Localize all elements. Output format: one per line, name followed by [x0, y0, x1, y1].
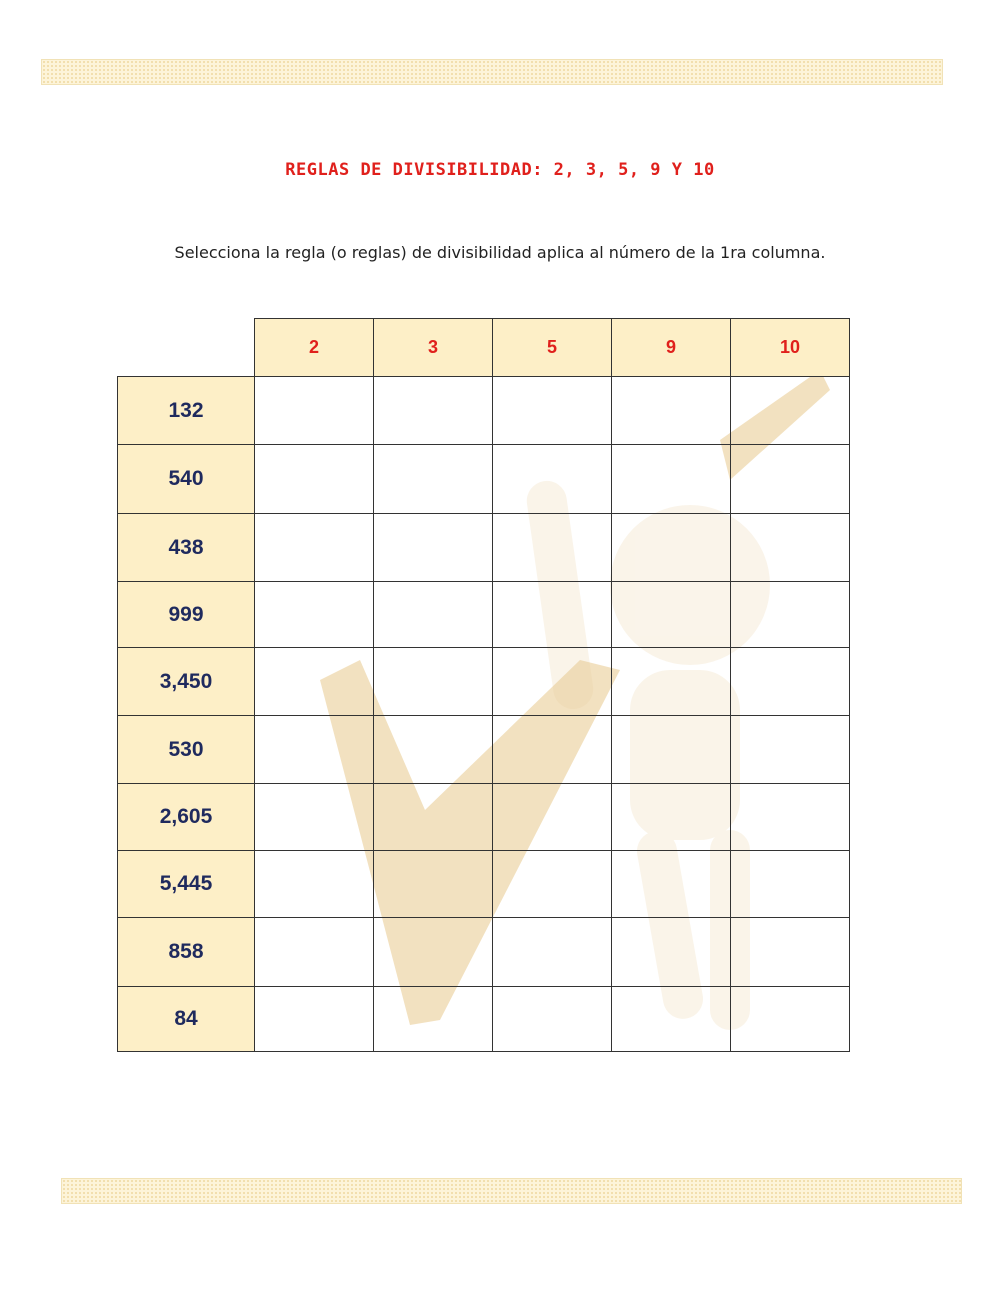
answer-cell[interactable] — [254, 850, 374, 918]
answer-cell[interactable] — [611, 850, 731, 918]
row-number-label: 540 — [117, 444, 255, 514]
answer-cell[interactable] — [730, 581, 850, 648]
row-number-label: 3,450 — [117, 647, 255, 716]
answer-cell[interactable] — [611, 376, 731, 445]
row-number-label: 5,445 — [117, 850, 255, 918]
answer-cell[interactable] — [492, 986, 612, 1052]
answer-cell[interactable] — [611, 444, 731, 514]
answer-cell[interactable] — [730, 783, 850, 851]
answer-cell[interactable] — [254, 715, 374, 784]
row-number-label: 999 — [117, 581, 255, 648]
answer-cell[interactable] — [611, 986, 731, 1052]
answer-cell[interactable] — [492, 513, 612, 582]
row-number-label: 132 — [117, 376, 255, 445]
answer-cell[interactable] — [730, 917, 850, 987]
answer-cell[interactable] — [373, 715, 493, 784]
answer-cell[interactable] — [254, 647, 374, 716]
answer-cell[interactable] — [373, 444, 493, 514]
answer-cell[interactable] — [373, 917, 493, 987]
answer-cell[interactable] — [730, 715, 850, 784]
divisibility-table — [117, 318, 850, 1051]
row-number-label: 530 — [117, 715, 255, 784]
answer-cell[interactable] — [730, 376, 850, 445]
answer-cell[interactable] — [254, 513, 374, 582]
answer-cell[interactable] — [730, 444, 850, 514]
decorative-bottom-band — [61, 1178, 962, 1204]
answer-cell[interactable] — [492, 376, 612, 445]
answer-cell[interactable] — [492, 783, 612, 851]
column-header: 3 — [373, 318, 493, 377]
answer-cell[interactable] — [373, 850, 493, 918]
answer-cell[interactable] — [611, 783, 731, 851]
answer-cell[interactable] — [730, 513, 850, 582]
answer-cell[interactable] — [492, 917, 612, 987]
answer-cell[interactable] — [254, 581, 374, 648]
answer-cell[interactable] — [611, 647, 731, 716]
answer-cell[interactable] — [730, 647, 850, 716]
answer-cell[interactable] — [611, 513, 731, 582]
answer-cell[interactable] — [373, 581, 493, 648]
decorative-top-band — [41, 59, 943, 85]
column-header: 9 — [611, 318, 731, 377]
row-number-label: 2,605 — [117, 783, 255, 851]
instructions-text: Selecciona la regla (o reglas) de divisibilidad aplica al número de la 1ra columna. — [174, 243, 826, 262]
answer-cell[interactable] — [254, 986, 374, 1052]
answer-cell[interactable] — [254, 783, 374, 851]
column-header: 2 — [254, 318, 374, 377]
answer-cell[interactable] — [730, 986, 850, 1052]
answer-cell[interactable] — [254, 444, 374, 514]
answer-cell[interactable] — [373, 783, 493, 851]
answer-cell[interactable] — [611, 917, 731, 987]
answer-cell[interactable] — [492, 850, 612, 918]
row-number-label: 84 — [117, 986, 255, 1052]
row-number-label: 438 — [117, 513, 255, 582]
page-title: REGLAS DE DIVISIBILIDAD: 2, 3, 5, 9 Y 10 — [285, 160, 715, 180]
answer-cell[interactable] — [492, 581, 612, 648]
answer-cell[interactable] — [492, 715, 612, 784]
row-number-label: 858 — [117, 917, 255, 987]
answer-cell[interactable] — [373, 647, 493, 716]
answer-cell[interactable] — [254, 376, 374, 445]
answer-cell[interactable] — [492, 647, 612, 716]
answer-cell[interactable] — [373, 376, 493, 445]
answer-cell[interactable] — [611, 581, 731, 648]
answer-cell[interactable] — [373, 513, 493, 582]
answer-cell[interactable] — [611, 715, 731, 784]
answer-cell[interactable] — [373, 986, 493, 1052]
answer-cell[interactable] — [492, 444, 612, 514]
answer-cell[interactable] — [254, 917, 374, 987]
answer-cell[interactable] — [730, 850, 850, 918]
column-header: 5 — [492, 318, 612, 377]
column-header: 10 — [730, 318, 850, 377]
